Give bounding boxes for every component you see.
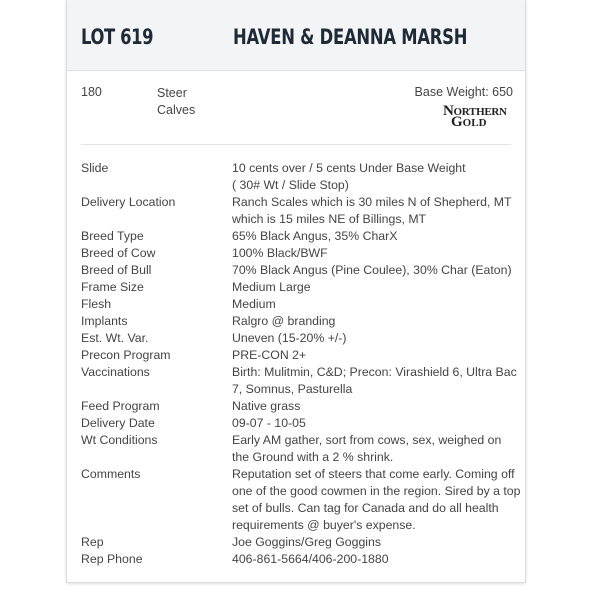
section-divider [81,144,511,145]
detail-label: Precon Program [81,348,171,362]
detail-label: Breed Type [81,229,144,243]
detail-row [81,194,521,228]
detail-row [81,364,521,398]
cattle-type-line: Calves [157,103,196,117]
northern-gold-logo: NORTHERN GOLD [443,103,507,130]
detail-value [232,245,522,262]
base-weight: Base Weight: 650 [414,85,513,99]
detail-label: Feed Program [81,399,160,413]
detail-value [232,534,522,551]
detail-value-line: 10 cents over / 5 cents Under Base Weight [232,161,466,175]
detail-row [81,551,521,568]
detail-label: Breed of Cow [81,246,156,260]
detail-value [232,279,522,296]
detail-value-line: ( 30# Wt / Slide Stop) [232,178,349,192]
detail-label: Wt Conditions [81,433,158,447]
detail-label: Rep Phone [81,552,143,566]
detail-value-line: Birth: Mulitmin, C&D; Precon: Virashield 6, Ultra Bac [232,365,517,379]
detail-row [81,347,521,364]
detail-row [81,466,521,534]
detail-value-line: PRE-CON 2+ [232,348,307,362]
head-count: 180 [81,85,102,99]
detail-label: Delivery Date [81,416,155,430]
detail-value-line: Medium [232,297,276,311]
detail-label: Flesh [81,297,112,311]
detail-value [232,466,522,534]
cattle-type-line: Steer [157,86,187,100]
lot-card [66,0,526,583]
detail-value [232,313,522,330]
detail-value-line: one of the good cowmen in the region. Sired by a top [232,484,521,498]
detail-value [232,364,522,398]
detail-row [81,262,521,279]
detail-value [232,432,522,466]
detail-value [232,160,522,194]
detail-label: Comments [81,467,141,481]
detail-row [81,279,521,296]
detail-label: Est. Wt. Var. [81,331,149,345]
detail-label: Frame Size [81,280,144,294]
lot-header [67,0,525,71]
detail-row [81,415,521,432]
detail-value-line: Joe Goggins/Greg Goggins [232,535,382,549]
detail-row [81,228,521,245]
detail-label: Slide [81,161,109,175]
detail-value-line: which is 15 miles NE of Billings, MT [232,212,427,226]
detail-value [232,330,522,347]
detail-value-line: 65% Black Angus, 35% CharX [232,229,398,243]
detail-value-line: Ralgro @ branding [232,314,336,328]
detail-value-line: 7, Somnus, Pasturella [232,382,353,396]
detail-value [232,398,522,415]
detail-value-line: Early AM gather, sort from cows, sex, weighed on [232,433,502,447]
detail-value [232,551,522,568]
detail-label: Delivery Location [81,195,176,209]
detail-value-line: Medium Large [232,280,311,294]
detail-value-line: 100% Black/BWF [232,246,328,260]
detail-label: Rep [81,535,104,549]
detail-value-line: 70% Black Angus (Pine Coulee), 30% Char (Eaton) [232,263,512,277]
detail-value-line: the Ground with a 2 % shrink. [232,450,394,464]
seller-name: HAVEN & DEANNA MARSH [233,25,468,49]
detail-label: Implants [81,314,128,328]
detail-value-line: Reputation set of steers that come early. Coming off [232,467,515,481]
lot-number: LOT 619 [81,25,154,49]
detail-value [232,262,522,279]
detail-row [81,296,521,313]
lot-summary [67,71,525,149]
detail-value [232,415,522,432]
detail-value [232,296,522,313]
detail-label: Breed of Bull [81,263,152,277]
detail-value-line: 406-861-5664/406-200-1880 [232,552,389,566]
detail-value-line: 09-07 - 10-05 [232,416,306,430]
detail-value [232,347,522,364]
detail-label: Vaccinations [81,365,150,379]
detail-value-line: Ranch Scales which is 30 miles N of Shepherd, MT [232,195,512,209]
detail-row [81,534,521,551]
detail-row [81,330,521,347]
detail-value-line: requirements @ buyer's expense. [232,518,416,532]
detail-row [81,245,521,262]
detail-row [81,313,521,330]
detail-row [81,398,521,415]
detail-row [81,160,521,194]
detail-value-line: Uneven (15-20% +/-) [232,331,347,345]
detail-value-line: Native grass [232,399,301,413]
lot-details [81,160,521,568]
cattle-type [157,85,217,119]
detail-row [81,432,521,466]
detail-value-line: set of bulls. Can tag for Canada and do all health [232,501,499,515]
detail-value [232,194,522,228]
detail-value [232,228,522,245]
